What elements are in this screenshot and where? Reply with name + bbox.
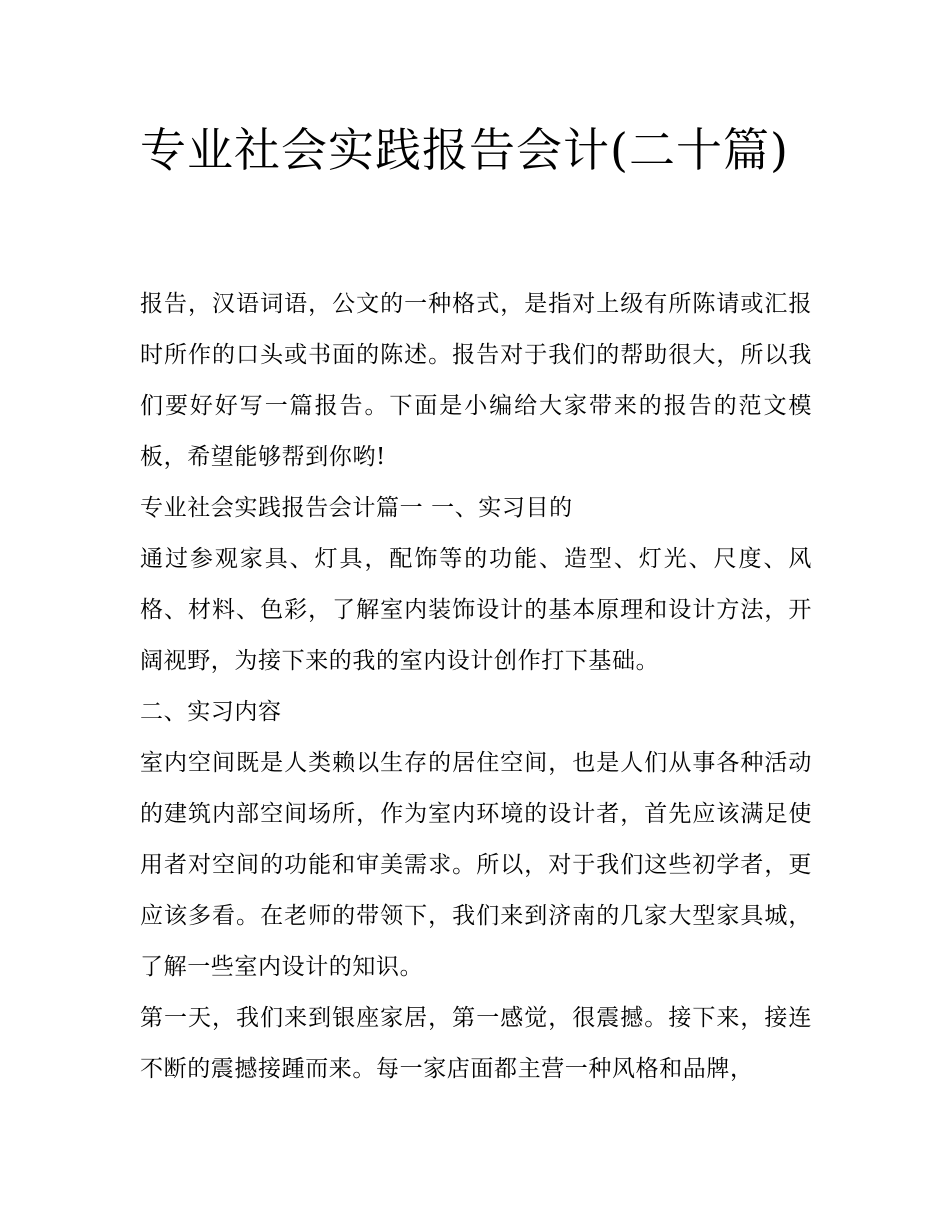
day-one-paragraph: 第一天，我们来到银座家居，第一感觉，很震撼。接下来，接连不断的震撼接踵而来。每一家店面都主营一种风格和品牌， [140, 1005, 812, 1082]
intro-paragraph: 报告，汉语词语，公文的一种格式，是指对上级有所陈请或汇报时所作的口头或书面的陈述。报告对于我们的帮助很大，所以我们要好好写一篇报告。下面是小编给大家带来的报告的范文模板，希望能够帮到你哟! [140, 291, 812, 470]
section-heading-purpose: 专业社会实践报告会计篇一 一、实习目的 [140, 495, 573, 521]
content-paragraph: 室内空间既是人类赖以生存的居住空间，也是人们从事各种活动的建筑内部空间场所，作为室内环境的设计者，首先应该满足使用者对空间的功能和审美需求。所以，对于我们这些初学者，更应该多看。在老师的带领下，我们来到济南的几家大型家具城，了解一些室内设计的知识。 [140, 750, 812, 980]
document-title: 专业社会实践报告会计(二十篇) [140, 123, 789, 177]
purpose-paragraph: 通过参观家具、灯具，配饰等的功能、造型、灯光、尺度、风格、材料、色彩，了解室内装饰设计的基本原理和设计方法，开阔视野，为接下来的我的室内设计创作打下基础。 [140, 546, 812, 674]
document-body [140, 279, 812, 1095]
section-heading-content: 二、实习内容 [140, 699, 282, 725]
